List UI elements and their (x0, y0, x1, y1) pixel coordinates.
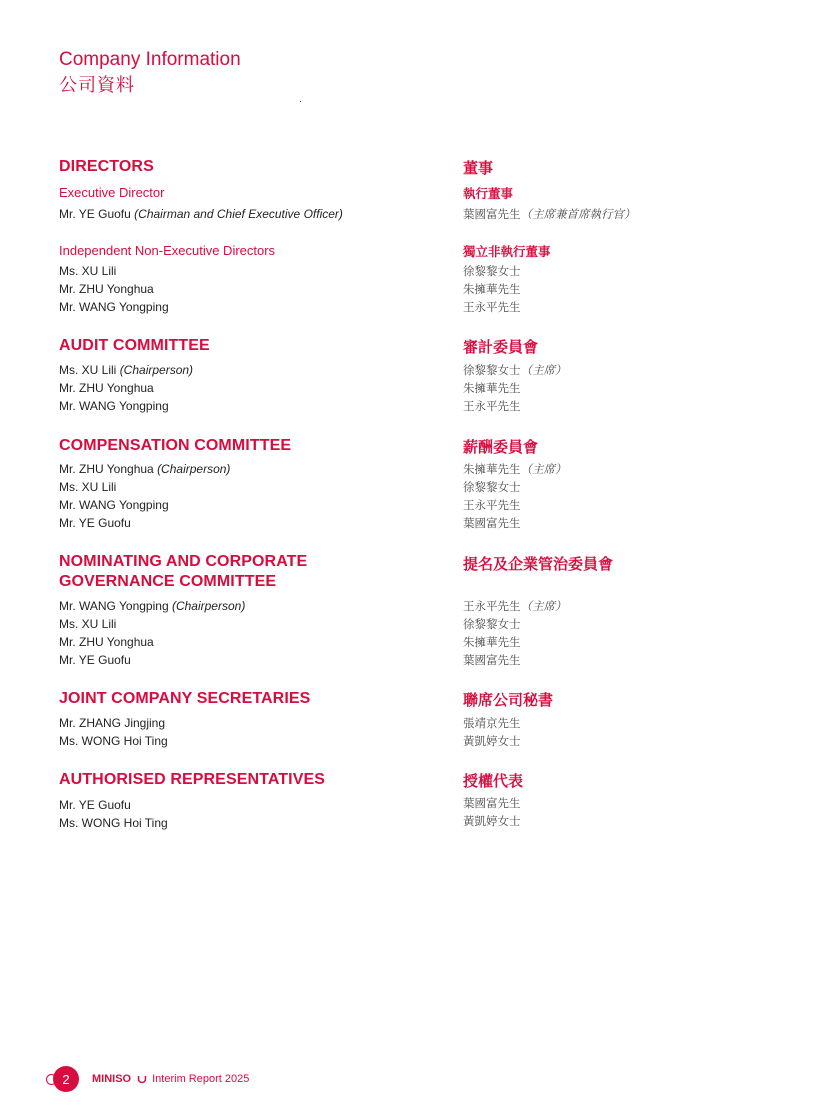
member-name: 葉國富先生 (463, 653, 521, 667)
member-list (59, 714, 168, 750)
page-title-zh: 公司資料 (59, 75, 135, 96)
member-name: Ms. XU Lili (59, 480, 117, 494)
member-role: (Chairperson) (119, 363, 194, 377)
member-list-zh (463, 361, 567, 415)
list-item: 黃凱婷女士 (463, 814, 521, 828)
list-item (463, 597, 567, 615)
section-title-secretaries: JOINT COMPANY SECRETARIES (59, 690, 311, 707)
member-name: Mr. YE Guofu (59, 653, 131, 667)
section-title-directors-zh: 董事 (463, 159, 494, 177)
list-item (463, 361, 567, 379)
list-item: Mr. ZHANG Jingjing (59, 716, 166, 730)
list-item (463, 633, 567, 651)
subheading-executive-director-zh: 執行董事 (463, 186, 514, 201)
list-item (59, 597, 245, 615)
list-item (59, 615, 245, 633)
member-name: Ms. XU Lili (59, 363, 120, 377)
list-item (463, 496, 567, 514)
section-title-nominating-zh: 提名及企業管治委員會 (463, 555, 614, 573)
list-item: Ms. WONG Hoi Ting (59, 734, 168, 748)
subheading-executive-director: Executive Director (59, 185, 165, 200)
list-item: 張靖京先生 (463, 716, 521, 730)
section-title-representatives-zh: 授權代表 (463, 772, 524, 790)
member-list (59, 597, 245, 669)
report-title: Interim Report 2025 (152, 1073, 250, 1085)
member-name: 王永平先生 (463, 399, 521, 413)
list-item (463, 397, 567, 415)
list-item (59, 460, 230, 478)
list-item: Mr. YE Guofu (59, 798, 131, 812)
member-name: Mr. ZHU Yonghua (59, 381, 154, 395)
list-item: 王永平先生 (463, 300, 521, 314)
member-name: Ms. XU Lili (59, 617, 117, 631)
section-title-compensation-zh: 薪酬委員會 (463, 438, 539, 456)
member-name: Mr. WANG Yongping (59, 399, 169, 413)
member-list (59, 796, 168, 832)
member-list (59, 262, 169, 316)
member-name: Mr. ZHU Yonghua (59, 462, 158, 476)
list-item (59, 478, 230, 496)
member-name: 徐黎黎女士 (463, 363, 521, 377)
list-item (463, 379, 567, 397)
list-item: 朱擁華先生 (463, 282, 521, 296)
member-list (59, 205, 343, 223)
list-item: 徐黎黎女士 (463, 264, 521, 278)
list-item: 葉國富先生 (463, 796, 521, 810)
member-list-zh (463, 597, 567, 669)
member-name: 徐黎黎女士 (463, 617, 521, 631)
member-list (59, 460, 230, 532)
member-list-zh (463, 262, 521, 316)
list-item (59, 633, 245, 651)
section-title-audit-zh: 審計委員會 (463, 338, 539, 356)
list-item: Mr. WANG Yongping (59, 300, 169, 314)
list-item (463, 615, 567, 633)
member-role: (Chairperson) (157, 462, 231, 476)
list-item (59, 397, 193, 415)
member-name: Mr. WANG Yongping (59, 599, 172, 613)
subheading-independent-directors: Independent Non-Executive Directors (59, 243, 276, 258)
list-item (59, 379, 193, 397)
member-name: 王永平先生 (463, 599, 521, 613)
member-name: Mr. ZHU Yonghua (59, 635, 154, 649)
smile-icon (137, 1075, 147, 1084)
page-footer (46, 1066, 249, 1092)
list-item (463, 205, 636, 223)
stray-dot (300, 101, 301, 102)
section-title-secretaries-zh: 聯席公司秘書 (463, 691, 554, 709)
section-title-nominating (59, 552, 307, 592)
member-name: 朱擁華先生 (463, 462, 521, 476)
list-item (463, 651, 567, 669)
brand-name: MINISO (92, 1073, 132, 1085)
section-title-nominating-line2: GOVERNANCE COMMITTEE (59, 573, 277, 590)
member-list-zh (463, 794, 521, 830)
section-title-representatives: AUTHORISED REPRESENTATIVES (59, 771, 326, 788)
member-role: （主席） (520, 599, 567, 613)
page-number: 2 (53, 1066, 79, 1092)
member-name: 王永平先生 (463, 498, 521, 512)
list-item: Ms. XU Lili (59, 264, 117, 278)
list-item (59, 651, 245, 669)
member-role: (Chairperson) (171, 599, 246, 613)
member-name: 朱擁華先生 (463, 381, 521, 395)
list-item: Mr. ZHU Yonghua (59, 282, 154, 296)
member-name: Mr. YE Guofu (59, 207, 135, 221)
section-title-compensation: COMPENSATION COMMITTEE (59, 437, 292, 454)
member-list-zh (463, 714, 521, 750)
member-list (59, 361, 193, 415)
list-item (463, 478, 567, 496)
section-title-audit: AUDIT COMMITTEE (59, 337, 210, 354)
member-role: （主席兼首席執行官） (520, 207, 636, 221)
list-item (59, 205, 343, 223)
list-item (463, 514, 567, 532)
list-item: Ms. WONG Hoi Ting (59, 816, 168, 830)
member-name: Mr. WANG Yongping (59, 498, 169, 512)
member-name: 葉國富先生 (463, 516, 521, 530)
subheading-independent-directors-zh: 獨立非執行董事 (463, 244, 551, 259)
section-title-directors: DIRECTORS (59, 158, 154, 175)
page-title: Company Information (59, 49, 241, 70)
member-list-zh (463, 205, 636, 223)
member-name: 葉國富先生 (463, 207, 521, 221)
member-role: (Chairman and Chief Executive Officer) (134, 207, 343, 221)
member-name: 朱擁華先生 (463, 635, 521, 649)
member-role: （主席） (520, 363, 567, 377)
member-role: （主席） (520, 462, 567, 476)
section-title-nominating-line1: NOMINATING AND CORPORATE (59, 553, 308, 570)
list-item (59, 496, 230, 514)
list-item (59, 361, 193, 379)
member-name: Mr. YE Guofu (59, 516, 131, 530)
member-name: 徐黎黎女士 (463, 480, 521, 494)
list-item: 黃凱婷女士 (463, 734, 521, 748)
list-item (463, 460, 567, 478)
list-item (59, 514, 230, 532)
member-list-zh (463, 460, 567, 532)
